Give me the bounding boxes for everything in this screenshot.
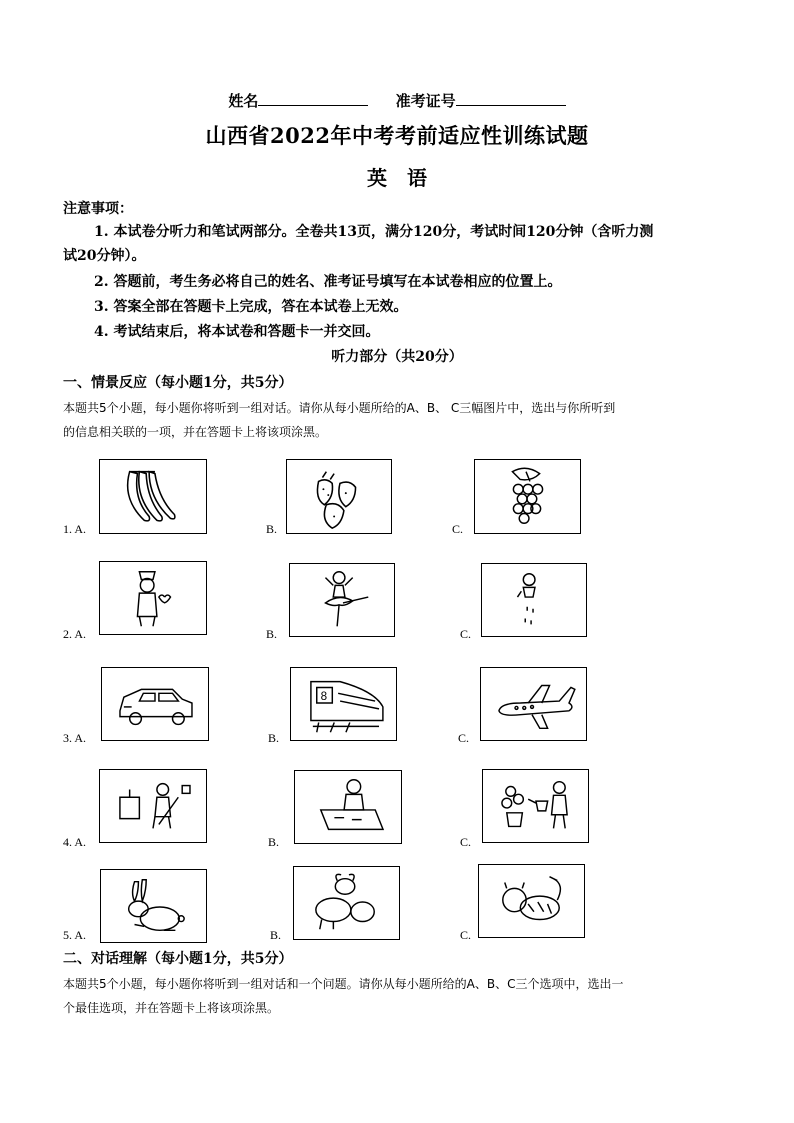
bananas-picture[interactable]	[99, 459, 207, 534]
section2-title: 二、对话理解（每小题1分，共5分）	[63, 951, 293, 967]
option-label: 2. A.	[63, 627, 87, 641]
tiger-picture[interactable]	[478, 864, 585, 938]
option-label: C.	[452, 522, 464, 536]
exam-number-blank[interactable]	[456, 91, 566, 106]
note-item: 4. 考试结束后，将本试卷和答题卡一并交回。	[94, 324, 380, 340]
option-label: 3. A.	[63, 731, 87, 745]
plane-icon	[481, 668, 586, 740]
notes-title: 注意事项：	[63, 201, 133, 217]
option-label: B.	[270, 928, 282, 942]
exam-title: 山西省2022年中考考前适应性训练试题	[205, 123, 589, 148]
dancer-icon	[290, 564, 394, 636]
option-label: B.	[266, 522, 278, 536]
option-label: 4. A.	[63, 835, 87, 849]
option-label: C.	[460, 928, 472, 942]
listening-part-title: 听力部分（共20分）	[331, 349, 463, 365]
grapes-picture[interactable]	[474, 459, 581, 534]
name-label: 姓名	[228, 92, 259, 110]
option-label: C.	[460, 835, 472, 849]
ox-picture[interactable]	[293, 866, 400, 940]
singer-icon	[482, 564, 586, 636]
option-label: 1. A.	[63, 522, 87, 536]
car-icon	[102, 668, 208, 740]
strawberries-icon	[287, 460, 391, 533]
section1-desc-line1: 本题共5个小题，每小题你将听到一组对话。请你从每小题所给的A、B、 C三幅图片中，选出与你所听到	[63, 401, 616, 415]
train-picture[interactable]	[290, 667, 397, 741]
option-label: B.	[266, 627, 278, 641]
dancer-picture[interactable]	[289, 563, 395, 637]
section1-desc-line2: 的信息相关联的一项，并在答题卡上将该项涂黑。	[63, 425, 328, 439]
strawberries-picture[interactable]	[286, 459, 392, 534]
rabbit-icon	[101, 870, 206, 942]
option-label: B.	[268, 731, 280, 745]
watering-flowers-picture[interactable]	[482, 769, 589, 843]
train-icon	[291, 668, 396, 740]
candidate-info-line	[0, 90, 794, 111]
subject-title: 英 语	[367, 166, 427, 190]
rabbit-picture[interactable]	[100, 869, 207, 943]
name-blank[interactable]	[258, 91, 368, 106]
option-label: B.	[268, 835, 280, 849]
watering-flowers-icon	[483, 770, 588, 842]
washing-dishes-picture[interactable]	[294, 770, 402, 844]
option-label: C.	[460, 627, 472, 641]
washing-dishes-icon	[295, 771, 401, 843]
section2-desc-line1: 本题共5个小题，每小题你将听到一组对话和一个问题。请你从每小题所给的A、B、C三个选项中，选出一	[63, 977, 624, 991]
note-item: 试20分钟）。	[63, 248, 146, 264]
section1-title: 一、情景反应（每小题1分，共5分）	[63, 375, 293, 391]
section2-desc-line2: 个最佳选项，并在答题卡上将该项涂黑。	[63, 1001, 280, 1015]
grapes-icon	[475, 460, 580, 533]
note-item: 3. 答案全部在答题卡上完成，答在本试卷上无效。	[94, 299, 408, 315]
note-item: 2. 答题前，考生务必将自己的姓名、准考证号填写在本试卷相应的位置上。	[94, 274, 562, 290]
singer-picture[interactable]	[481, 563, 587, 637]
car-picture[interactable]	[101, 667, 209, 741]
exam-number-label: 准考证号	[395, 92, 456, 110]
nurse-icon	[100, 562, 206, 634]
nurse-picture[interactable]	[99, 561, 207, 635]
cleaning-icon	[100, 770, 206, 842]
note-item: 1. 本试卷分听力和笔试两部分。全卷共13页，满分120分，考试时间120分钟（含听力测	[94, 224, 654, 240]
option-label: C.	[458, 731, 470, 745]
svg-text:8: 8	[320, 690, 328, 704]
plane-picture[interactable]	[480, 667, 587, 741]
cleaning-picture[interactable]	[99, 769, 207, 843]
ox-icon	[294, 867, 399, 939]
option-label: 5. A.	[63, 928, 87, 942]
bananas-icon	[100, 460, 206, 533]
tiger-icon	[479, 865, 584, 937]
